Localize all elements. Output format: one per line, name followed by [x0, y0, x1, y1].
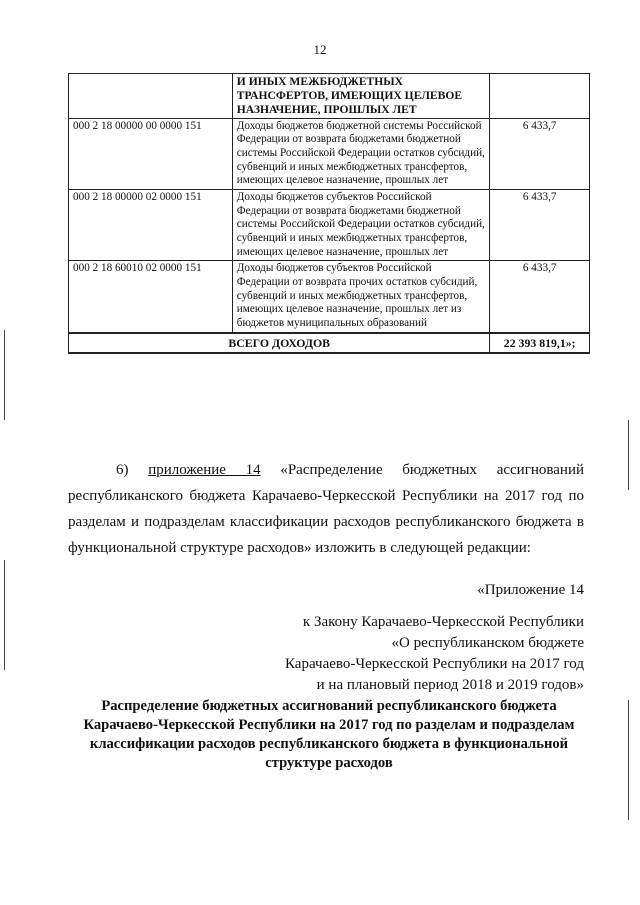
name-cell: Доходы бюджетов субъектов Российской Федерации от возврата прочих остатков субсидий, субвенций и иных межбюджетных трансфертов, имеющих целевое назначение, прошлых лет из бюджетов муниципальных образований	[232, 261, 490, 333]
paragraph-line-4: функциональной структуре расходов» изложить в следующей редакции:	[68, 540, 531, 556]
scan-edge-mark	[628, 420, 629, 490]
scan-edge-mark	[4, 330, 5, 420]
name-cell: Доходы бюджетов субъектов Российской Федерации от возврата бюджетами бюджетной системы Российской Федерации остатков субсидий, субвенций и иных межбюджетных трансфертов, имеющих целевое назначение, прошлых лет	[232, 190, 490, 261]
page-number: 12	[313, 42, 327, 57]
code-cell: 000 2 18 60010 02 0000 151	[69, 261, 233, 333]
paragraph-line-2: республиканского бюджета Карачаево-Черкесской Республики на 2017 год по	[68, 488, 584, 504]
amount-cell	[490, 74, 590, 119]
paragraph-line-1-text: «Распределение бюджетных ассигнований	[280, 462, 584, 478]
paragraph-line-1	[68, 457, 584, 483]
amount-cell: 6 433,7	[490, 261, 590, 333]
scan-edge-mark	[4, 560, 5, 670]
table-row	[69, 190, 590, 261]
amount-cell: 6 433,7	[490, 190, 590, 261]
paragraph-number: 6)	[116, 462, 129, 478]
title-line-1: Распределение бюджетных ассигнований республиканского бюджета	[101, 698, 557, 714]
code-cell: 000 2 18 00000 00 0000 151	[69, 118, 233, 189]
title-line-2: Карачаево-Черкесской Республики на 2017 год по разделам и подразделам	[83, 717, 575, 733]
paragraph-line-3: разделам и подразделам классификации расходов республиканского бюджета в	[68, 514, 584, 530]
annex-line-1: к Закону Карачаево-Черкесской Республики	[302, 614, 584, 630]
annex-line-4: и на плановый период 2018 и 2019 годов»	[316, 677, 584, 693]
name-cell: И ИНЫХ МЕЖБЮДЖЕТНЫХ ТРАНСФЕРТОВ, ИМЕЮЩИХ ЦЕЛЕВОЕ НАЗНАЧЕНИЕ, ПРОШЛЫХ ЛЕТ	[232, 74, 490, 119]
total-label: ВСЕГО ДОХОДОВ	[69, 333, 490, 353]
annex-title: «Приложение 14	[477, 582, 584, 598]
amount-cell: 6 433,7	[490, 118, 590, 189]
title-line-4: структуре расходов	[265, 755, 393, 771]
scan-edge-mark	[628, 700, 629, 820]
title-line-3: классификации расходов республиканского бюджета в функциональной	[89, 736, 569, 752]
document-title	[68, 697, 590, 773]
annex-heading	[285, 612, 584, 696]
table-row	[69, 261, 590, 333]
revenue-table	[68, 73, 590, 354]
table-row-continued	[69, 74, 590, 119]
code-cell	[69, 74, 233, 119]
annex-link[interactable]: приложение 14	[148, 462, 261, 478]
code-cell: 000 2 18 00000 02 0000 151	[69, 190, 233, 261]
annex-line-2: «О республиканском бюджете	[391, 635, 584, 651]
total-value: 22 393 819,1»;	[490, 333, 590, 353]
table-total-row	[69, 333, 590, 353]
amendment-paragraph	[68, 457, 584, 561]
annex-line-3: Карачаево-Черкесской Республики на 2017 год	[285, 656, 584, 672]
table-row	[69, 118, 590, 189]
name-cell: Доходы бюджетов бюджетной системы Российской Федерации от возврата бюджетами бюджетной системы Российской Федерации остатков субсидий, субвенций и иных межбюджетных трансфертов, имеющих целевое назначение, прошлых лет	[232, 118, 490, 189]
